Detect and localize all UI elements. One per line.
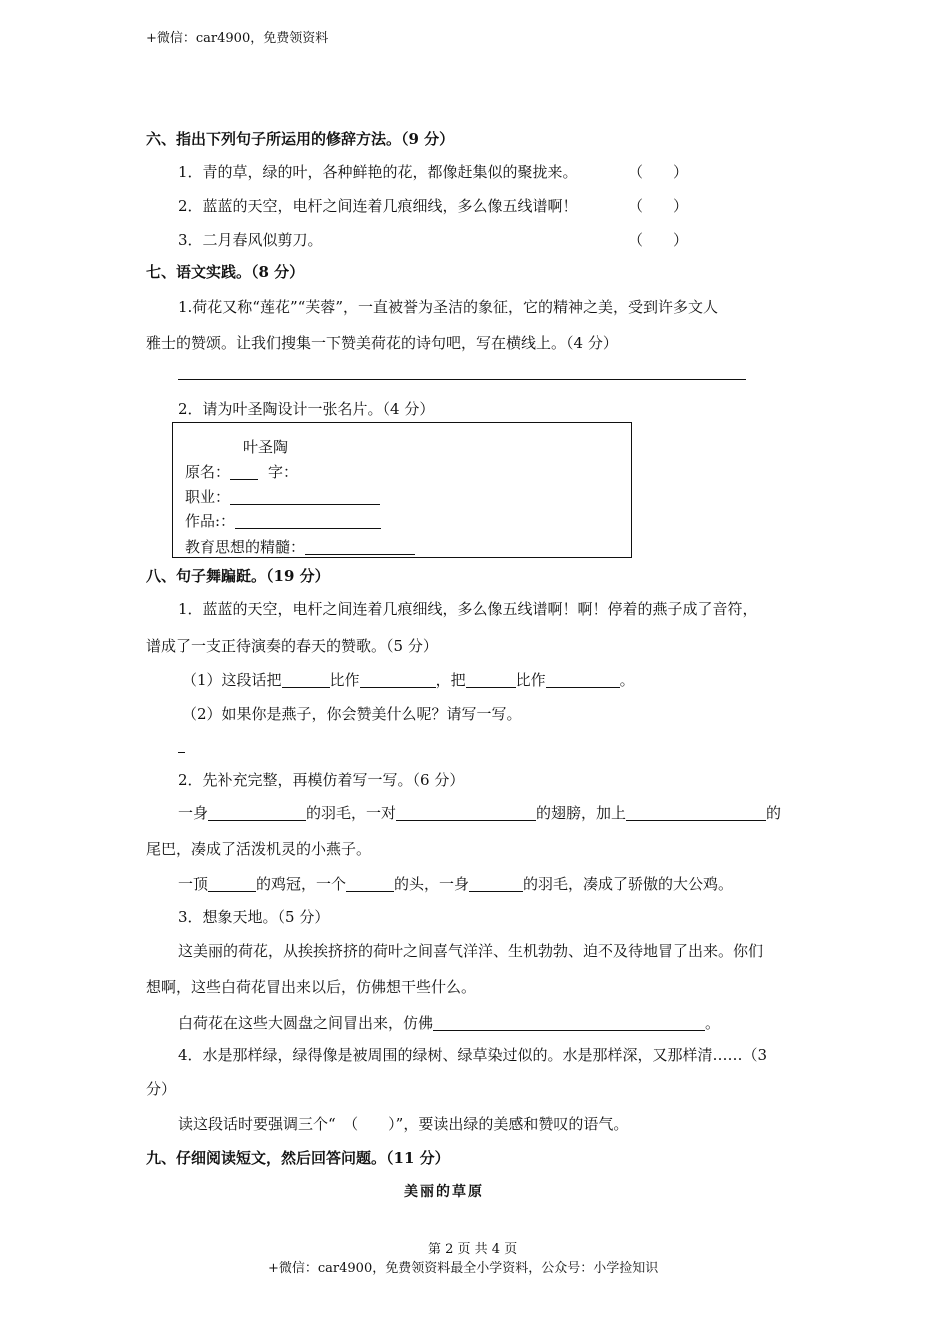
- header-wechat: +微信：car4900，免费领资料: [146, 31, 329, 46]
- s8-q1a-text-2: 比作: [329, 671, 360, 689]
- s6-question-3: 3．二月春风似剪刀。: [178, 231, 323, 249]
- card-job-blank[interactable]: [230, 490, 380, 505]
- section-8-title: 八、句子舞蹁跹。（19 分）: [146, 567, 330, 585]
- s8-q3-line1: 这美丽的荷花，从挨挨挤挤的荷叶之间喜气洋洋、生机勃勃、迫不及待地冒了出来。你们: [178, 942, 764, 960]
- s8-q1a-blank-2[interactable]: [360, 673, 436, 688]
- s8-q1a-text-5: 。: [619, 671, 635, 689]
- s8-q1a-text-1: （1）这段话把: [182, 671, 282, 689]
- s8-q2-l1-text-2: 的羽毛，一对: [306, 804, 397, 822]
- s8-q1a-blank-4[interactable]: [546, 673, 620, 688]
- s8-q4-line3: 读这段话时要强调三个“ （ ）”，要读出绿的美感和赞叹的语气。: [178, 1115, 629, 1133]
- s8-q1a-blank-1[interactable]: [282, 673, 330, 688]
- s8-q2-l3-text-3: 的头，一身: [394, 875, 470, 893]
- s8-q3-l3-text-1: 白荷花在这些大圆盘之间冒出来，仿佛: [178, 1014, 434, 1032]
- s8-q1-part-1: [182, 669, 635, 690]
- page-number: 第 2 页 共 4 页: [428, 1242, 518, 1257]
- section-7-title: 七、语文实践。（8 分）: [146, 263, 305, 281]
- card-original-name-label: 原名：: [185, 463, 231, 481]
- s7-q1-answer-line[interactable]: [178, 379, 746, 380]
- card-edu-label: 教育思想的精髓：: [185, 538, 306, 556]
- s8-question-2: 2．先补充完整，再模仿着写一写。（6 分）: [178, 771, 465, 789]
- s8-q3-blank[interactable]: [433, 1016, 705, 1031]
- s8-q2-l1-text-3: 的翅膀，加上: [536, 804, 627, 822]
- s7-q1-line1: 1.荷花又称“莲花”“芙蓉”，一直被誉为圣洁的象征，它的精神之美，受到许多文人: [178, 298, 718, 316]
- s8-q2-l3-text-1: 一顶: [178, 875, 209, 893]
- card-works-row: [185, 510, 381, 531]
- section-9-title: 九、仔细阅读短文，然后回答问题。（11 分）: [146, 1149, 450, 1167]
- s8-q1a-text-4: 比作: [515, 671, 546, 689]
- s8-q1-part-2: （2）如果你是燕子，你会赞美什么呢？请写一写。: [182, 705, 522, 723]
- s8-q4-line2: 分）: [146, 1080, 177, 1098]
- s8-q2-line2: 尾巴，凑成了活泼机灵的小燕子。: [146, 840, 372, 858]
- s8-q2-l1-text-1: 一身: [178, 804, 209, 822]
- card-original-name-row: [185, 461, 298, 482]
- s8-q2-l1-text-4: 的: [766, 804, 782, 822]
- s6-answer-paren-3[interactable]: （ ）: [628, 231, 689, 249]
- s8-q1-line2: 谱成了一支正待演奏的春天的赞歌。（5 分）: [146, 637, 438, 655]
- card-works-blank[interactable]: [235, 514, 381, 529]
- s8-q3-l3-text-2: 。: [705, 1014, 721, 1032]
- s8-q2-blank-6[interactable]: [469, 877, 523, 892]
- s8-q2-l3-text-4: 的羽毛，凑成了骄傲的大公鸡。: [523, 875, 734, 893]
- s8-q2-l3-text-2: 的鸡冠，一个: [256, 875, 347, 893]
- s8-q4-line1: 4．水是那样绿，绿得像是被周围的绿树、绿草染过似的。水是那样深，又那样清……（3: [178, 1046, 768, 1064]
- section-6-title: 六、指出下列句子所运用的修辞方法。（9 分）: [146, 130, 455, 148]
- card-zi-label: 字：: [268, 463, 299, 481]
- s8-q1a-blank-3[interactable]: [466, 673, 516, 688]
- s7-question-2: 2．请为叶圣陶设计一张名片。（4 分）: [178, 400, 435, 418]
- s8-q3-line2: 想啊，这些白荷花冒出来以后，仿佛想干些什么。: [146, 978, 477, 996]
- s8-q2-blank-1[interactable]: [208, 806, 306, 821]
- s6-answer-paren-1[interactable]: （ ）: [628, 163, 689, 181]
- s8-q1a-text-3: ，把: [435, 671, 466, 689]
- card-edu-blank[interactable]: [305, 540, 415, 555]
- s7-q1-line2: 雅士的赞颂。让我们搜集一下赞美荷花的诗句吧，写在横线上。（4 分）: [146, 334, 618, 352]
- card-works-label: 作品:：: [185, 512, 236, 530]
- s6-question-2: 2．蓝蓝的天空，电杆之间连着几痕细线，多么像五线谱啊！: [178, 197, 578, 215]
- s8-q2-blank-4[interactable]: [208, 877, 256, 892]
- s8-q2-blank-3[interactable]: [626, 806, 766, 821]
- s8-q1-line1: 1．蓝蓝的天空，电杆之间连着几痕细线，多么像五线谱啊！啊！停着的燕子成了音符，: [178, 600, 758, 618]
- card-name: 叶圣陶: [243, 438, 289, 456]
- s8-q1b-answer-line[interactable]: [178, 752, 185, 753]
- card-job-label: 职业：: [185, 488, 231, 506]
- card-job-row: [185, 486, 380, 507]
- s6-answer-paren-2[interactable]: （ ）: [628, 197, 689, 215]
- s8-q3-line3: [178, 1012, 720, 1033]
- s8-question-3: 3．想象天地。（5 分）: [178, 908, 330, 926]
- s8-q2-blank-5[interactable]: [346, 877, 394, 892]
- s8-q2-line1: [178, 802, 781, 823]
- card-original-name-blank[interactable]: [230, 465, 258, 480]
- s8-q2-blank-2[interactable]: [396, 806, 536, 821]
- footer-wechat: +微信：car4900，免费领资料最全小学资料，公众号：小学捡知识: [268, 1261, 659, 1276]
- passage-title: 美丽的草原: [404, 1184, 484, 1200]
- s8-q2-line3: [178, 873, 733, 894]
- card-edu-row: [185, 536, 415, 557]
- s6-question-1: 1．青的草，绿的叶，各种鲜艳的花，都像赶集似的聚拢来。: [178, 163, 578, 181]
